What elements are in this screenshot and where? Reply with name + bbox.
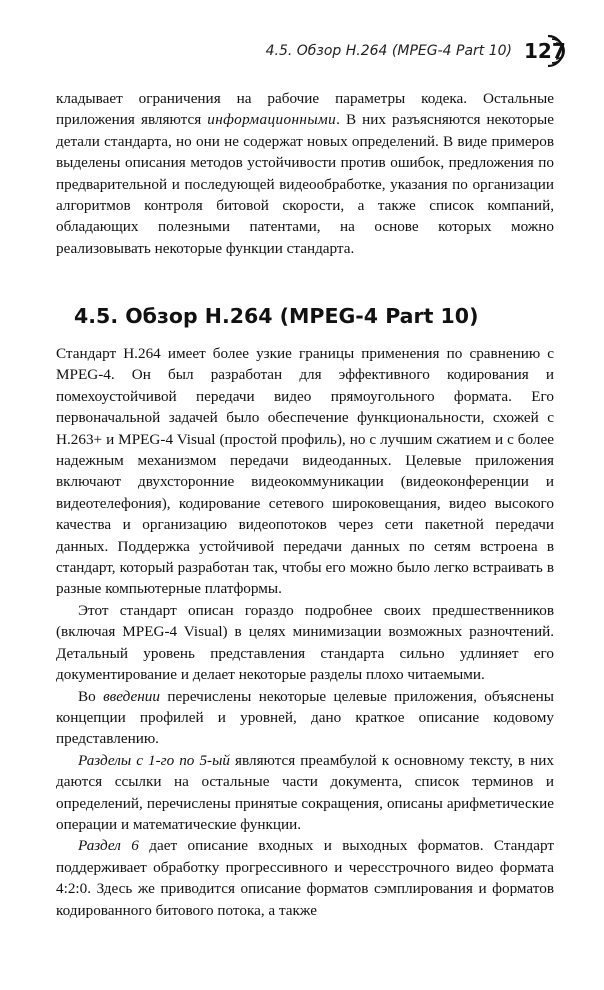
p3-pre: Во — [78, 687, 104, 705]
p4-post: являются преамбулой к основному тексту, в них даются ссылки на остальные части документа, список терминов и определений, перечислены принятые сокращения, описаны арифметические операции и математические функции. — [56, 751, 554, 833]
p5-emphasis: Раздел 6 — [78, 837, 139, 855]
paragraph-3 — [56, 686, 554, 750]
p5-post: дает описание входных и выходных форматов. Стандарт поддерживает обработку прогрессивного и чересстрочного видео формата 4:2:0. Здесь же приводится описание форматов сэмплирования и форматов кодированного битового потока, а также — [56, 837, 555, 919]
section-heading: 4.5. Обзор H.264 (MPEG-4 Part 10) — [74, 304, 479, 328]
intro-text-part2: . В них разъясняются некоторые детали стандарта, но они не содержат новых определений. В виде примеров выделены описания методов устойчивости против ошибок, предложения по предварительной и последующей видеообработке, указания по организации алгоритмов контроля битовой скорости, а также список компаний, обладающих полезными патентами, на основе которых можно реализовывать некоторые функции стандарта. — [56, 111, 554, 257]
running-head — [266, 36, 568, 66]
paragraph-4 — [56, 750, 554, 836]
paragraph-2: Этот стандарт описан гораздо подробнее своих предшественников (включая MPEG-4 Visual) в целях минимизации возможных разночтений. Детальный уровень представления стандарта сильно удлиняет его документирование и делает некоторые разделы плохо читаемыми. — [56, 601, 554, 684]
paragraph-5 — [56, 835, 554, 921]
p3-post: перечислены некоторые целевые приложения, объяснены концепции профилей и уровней, дано краткое описание кодовому представлению. — [56, 687, 554, 748]
page-number-badge — [522, 36, 568, 66]
intro-paragraph — [56, 88, 554, 259]
section-text-block — [56, 343, 554, 921]
intro-text-block — [56, 88, 554, 259]
p4-emphasis: Разделы с 1-го по 5-ый — [78, 751, 230, 769]
intro-text-part1: кладывает ограничения на рабочие параметры кодека. Остальные приложения являются — [56, 90, 554, 129]
intro-emphasis: информационными — [207, 111, 337, 129]
p3-emphasis: введении — [103, 687, 160, 705]
page-number: 127 — [524, 39, 566, 63]
paragraph-1: Стандарт H.264 имеет более узкие границы применения по сравнению с MPEG-4. Он был разработан для эффективного кодирования и помехоустойчивой передачи видео прямоугольного формата. Его первоначальной задачей было обеспечение функциональности, схожей с H.263+ и MPEG-4 Visual (простой профиль), но с лучшим сжатием и с более надежным механизмом передачи видеоданных. Целевые приложения включают двухсторонние видеокоммуникации (видеоконференции и видеотелефония), кодирование сетевого широковещания, видео высокого качества и организацию видеопотоков через сети пакетной передачи данных. Поддержка устойчивой передачи данных по сетям встроена в стандарт, который разработан так, чтобы его можно было легко встраивать в разные компьютерные платформы. — [56, 345, 554, 598]
running-title: 4.5. Обзор H.264 (MPEG-4 Part 10) — [265, 43, 512, 59]
